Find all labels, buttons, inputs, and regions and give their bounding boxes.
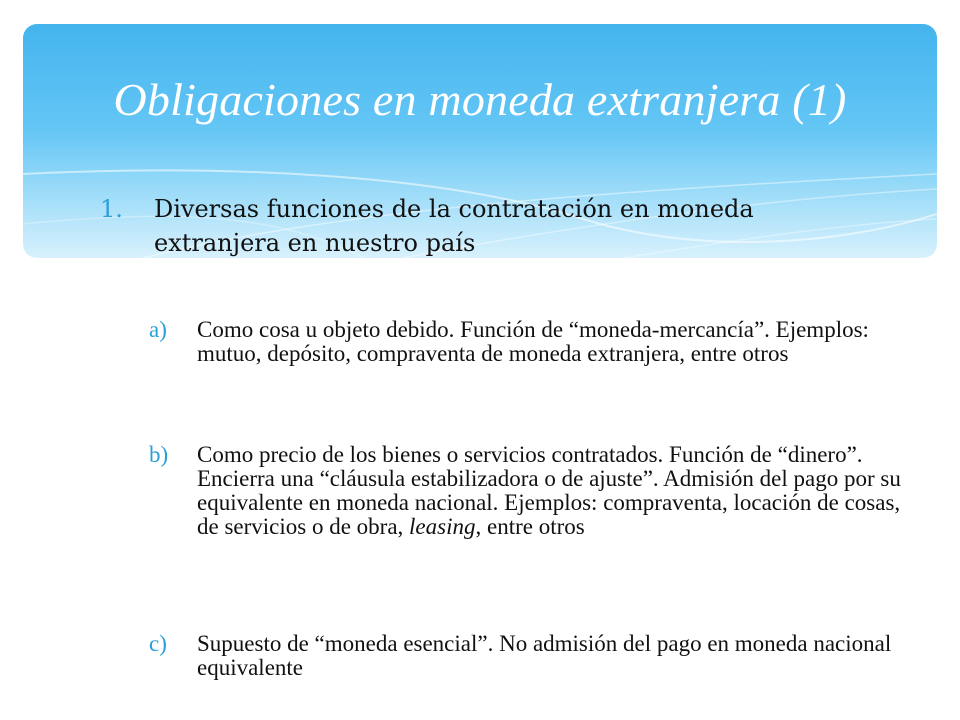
list-item-text: Como cosa u objeto debido. Función de “moneda-mercancía”. Ejemplos: mutuo, depósito, compraventa de moneda extranjera, entre otros	[197, 317, 869, 366]
list-item-marker: c)	[149, 631, 167, 656]
list-item-text-end: , entre otros	[475, 514, 585, 539]
emphasized-term: leasing	[409, 514, 476, 539]
list-item-marker: b)	[149, 442, 169, 467]
list-item-text-start: Como precio de los bienes o servicios contratados. Función de “dinero”. Encierra una “cláusula estabilizadora o de ajuste”. Admisión del pago por su equivalente en moneda nacional. Ejemplos: compraventa, locación de cosas, de servicios o de obra,	[197, 442, 901, 539]
list-item-text	[197, 443, 922, 539]
list-item-text: Supuesto de “moneda esencial”. No admisión del pago en moneda nacional equivalente	[197, 631, 892, 680]
section-heading-text: Diversas funciones de la contratación en moneda extranjera en nuestro país	[154, 195, 754, 257]
list-item-marker: a)	[149, 317, 167, 342]
section-number: 1.	[100, 195, 123, 223]
page-title: Obligaciones en moneda extranjera (1)	[113, 74, 847, 125]
